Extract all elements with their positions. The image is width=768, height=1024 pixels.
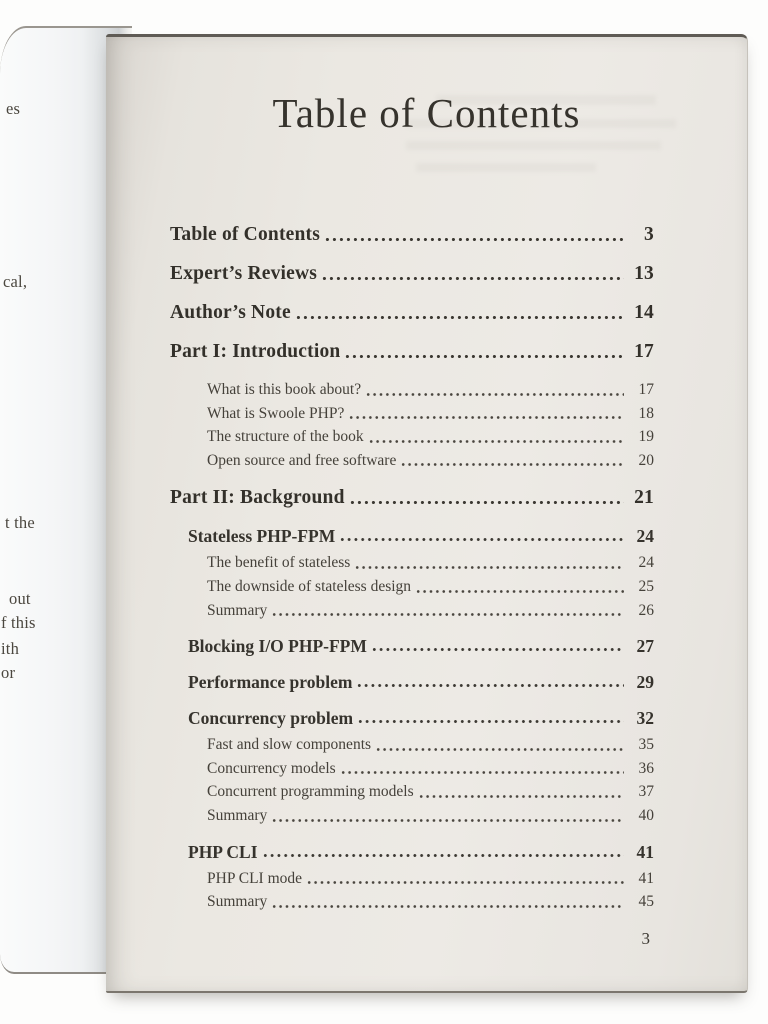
toc-entry-page: 19 — [638, 428, 654, 446]
toc-entry — [170, 551, 654, 575]
toc-entry-label: Stateless PHP-FPM — [188, 526, 336, 547]
dot-leader — [401, 461, 624, 468]
previous-page-text-fragment: cal, — [3, 272, 28, 291]
dot-leader — [307, 879, 624, 886]
dot-leader — [272, 817, 624, 824]
toc-entry — [170, 402, 654, 426]
dot-leader — [272, 903, 624, 910]
toc-entry-label: Author’s Note — [170, 302, 291, 323]
dot-leader — [345, 353, 624, 360]
dot-leader — [366, 391, 624, 398]
toc-entry-label: Part II: Background — [170, 487, 345, 509]
previous-page-text-fragment: out — [9, 589, 31, 608]
toc-entry — [170, 599, 654, 623]
toc-entry — [170, 485, 654, 511]
dot-leader — [296, 314, 624, 321]
dot-leader — [369, 438, 624, 445]
dot-leader — [322, 275, 624, 282]
dot-leader — [376, 746, 624, 753]
toc-entry-label: PHP CLI mode — [207, 869, 303, 887]
toc-entry-page: 18 — [638, 404, 654, 422]
toc-entry-page: 36 — [638, 759, 654, 777]
toc-entry-page: 17 — [638, 381, 654, 398]
toc-entry-page: 14 — [634, 302, 654, 323]
dot-leader — [416, 588, 624, 595]
toc-entry-label: Table of Contents — [170, 224, 321, 245]
toc-entry-page: 40 — [638, 806, 654, 824]
toc-entry-page: 35 — [638, 736, 654, 754]
toc-entry — [170, 449, 654, 473]
dot-leader — [263, 852, 624, 859]
toc-entry — [170, 524, 654, 548]
toc-entry-page: 13 — [634, 263, 654, 284]
page-title: Table of Contents — [272, 90, 581, 136]
toc-entry-label: Summary — [207, 806, 268, 824]
dot-leader — [272, 611, 624, 618]
toc-entry-page: 41 — [638, 869, 654, 887]
page-number: 3 — [641, 929, 650, 948]
dot-leader — [349, 414, 624, 421]
toc-entry-label: What is Swoole PHP? — [207, 404, 345, 422]
toc-entry — [170, 378, 654, 402]
dot-leader — [372, 646, 624, 653]
toc-entry-page: 24 — [636, 526, 654, 547]
toc-list — [170, 209, 654, 914]
toc-entry-label: Summary — [207, 601, 268, 619]
toc-entry — [170, 757, 654, 781]
toc-entry-label: Open source and free software — [207, 451, 397, 469]
previous-page-text-fragment: es — [6, 99, 21, 118]
toc-entry-page: 41 — [636, 841, 654, 862]
toc-entry — [170, 780, 654, 804]
toc-entry-label: Blocking I/O PHP-FPM — [188, 636, 367, 657]
dot-leader — [340, 536, 624, 543]
previous-page-text-fragment: t the — [5, 513, 35, 532]
toc-entry-label: Performance problem — [188, 672, 353, 693]
toc-entry — [170, 890, 654, 914]
previous-page-text-fragment: ith — [1, 639, 20, 658]
toc-entry — [170, 261, 654, 287]
toc-entry — [170, 634, 654, 658]
dot-leader — [341, 769, 624, 776]
toc-entry-label: The benefit of stateless — [207, 554, 351, 572]
dot-leader — [357, 682, 624, 689]
previous-page-text-fragment: or — [1, 663, 16, 682]
toc-entry — [170, 840, 654, 864]
toc-entry — [170, 575, 654, 599]
toc-entry-page: 24 — [638, 554, 654, 572]
toc-entry-page: 25 — [638, 577, 654, 595]
toc-entry — [170, 804, 654, 828]
dot-leader — [350, 499, 624, 506]
toc-entry-label: Concurrent programming models — [207, 783, 414, 801]
page-showthrough — [406, 141, 661, 150]
dot-leader — [355, 564, 624, 571]
toc-entry-label: Summary — [207, 893, 268, 911]
toc-entry-page: 29 — [636, 672, 654, 693]
toc-entry — [170, 670, 654, 694]
toc-entry-page: 17 — [634, 341, 654, 362]
toc-entry-label: Concurrency models — [207, 759, 336, 777]
previous-page-text-fragment: f this — [1, 613, 36, 632]
dot-leader — [358, 718, 624, 725]
toc-entry — [170, 867, 654, 891]
dot-leader — [325, 236, 624, 243]
toc-entry-page: 45 — [638, 893, 654, 911]
toc-entry-page: 26 — [638, 601, 654, 619]
toc-entry — [170, 300, 654, 326]
toc-entry-label: What is this book about? — [207, 381, 362, 398]
toc-entry-label: Concurrency problem — [188, 708, 354, 729]
toc-entry-label: PHP CLI — [188, 841, 258, 862]
toc-entry-page: 27 — [636, 636, 654, 657]
toc-entry-label: The structure of the book — [207, 428, 364, 446]
toc-entry-label: Fast and slow components — [207, 736, 372, 754]
book-page — [106, 34, 748, 993]
toc-entry-label: Expert’s Reviews — [170, 263, 318, 284]
toc-entry-label: The downside of stateless design — [207, 577, 412, 595]
toc-entry-page: 3 — [644, 224, 654, 245]
toc-entry — [170, 733, 654, 757]
toc-entry — [170, 425, 654, 449]
toc-entry-page: 32 — [636, 708, 654, 729]
toc-entry-label: Part I: Introduction — [170, 341, 341, 362]
page-showthrough — [416, 163, 596, 172]
toc-entry-page: 37 — [638, 783, 654, 801]
toc-entry-page: 21 — [634, 487, 654, 509]
dot-leader — [419, 793, 624, 800]
toc-entry-page: 20 — [638, 451, 654, 469]
toc-entry — [170, 222, 654, 248]
toc-entry — [170, 706, 654, 730]
toc-entry — [170, 339, 654, 365]
